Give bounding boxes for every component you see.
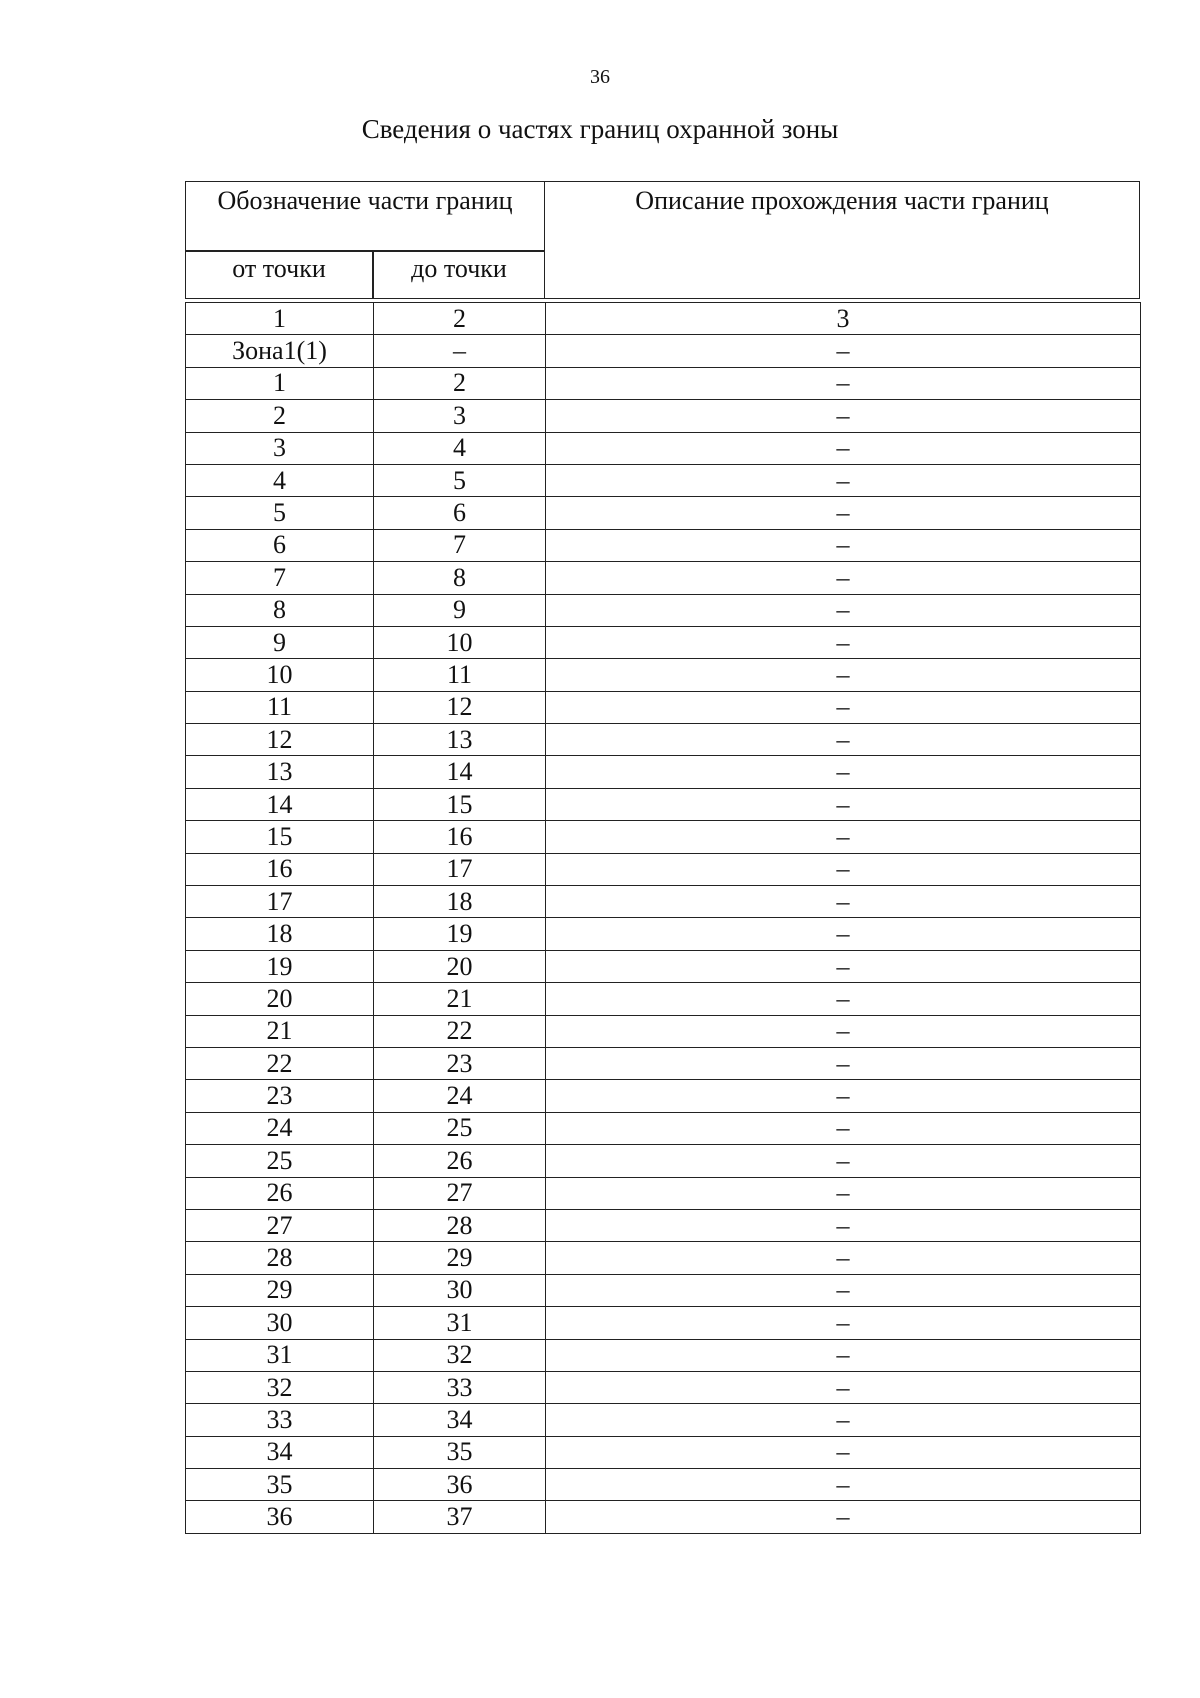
table-body [186,303,1141,1534]
table-row [186,1047,1141,1079]
table-row [186,335,1141,367]
from-point-cell: 13 [186,756,374,788]
to-point-cell: 5 [374,464,546,496]
table-row [186,1209,1141,1241]
description-cell: – [546,1242,1141,1274]
from-point-cell: 29 [186,1274,374,1306]
table-row [186,1501,1141,1533]
table-row [186,1112,1141,1144]
table-row [186,821,1141,853]
table-row [186,1469,1141,1501]
from-point-cell: 17 [186,886,374,918]
from-point-cell: 5 [186,497,374,529]
description-cell: – [546,1501,1141,1533]
document-title: Сведения о частях границ охранной зоны [361,114,839,144]
table-row [186,788,1141,820]
to-point-cell: 6 [374,497,546,529]
table-row [186,1371,1141,1403]
column-number-cell: 3 [546,303,1141,335]
from-point-cell: 3 [186,432,374,464]
table-row [186,594,1141,626]
from-point-cell: 7 [186,562,374,594]
header-to-point: до точки [373,251,545,299]
to-point-cell: 13 [374,724,546,756]
from-point-cell: 2 [186,400,374,432]
column-number-cell: 2 [374,303,546,335]
table-row [186,1177,1141,1209]
to-point-cell: 3 [374,400,546,432]
from-point-cell: 16 [186,853,374,885]
description-cell: – [546,1469,1141,1501]
description-cell: – [546,1209,1141,1241]
from-point-cell: 30 [186,1307,374,1339]
to-point-cell: 32 [374,1339,546,1371]
to-point-cell: 14 [374,756,546,788]
from-point-cell: 18 [186,918,374,950]
description-cell: – [546,1436,1141,1468]
to-point-cell: 28 [374,1209,546,1241]
table-row [186,1339,1141,1371]
description-cell: – [546,497,1141,529]
description-cell: – [546,367,1141,399]
table-row [186,1015,1141,1047]
from-point-cell: 28 [186,1242,374,1274]
table-header [185,181,1140,299]
description-cell: – [546,562,1141,594]
from-point-cell: 22 [186,1047,374,1079]
description-cell: – [546,1404,1141,1436]
table-row [186,1404,1141,1436]
from-point-cell: 6 [186,529,374,561]
to-point-cell: 8 [374,562,546,594]
from-point-cell: 9 [186,626,374,658]
table-row [186,1145,1141,1177]
description-cell: – [546,464,1141,496]
description-cell: – [546,756,1141,788]
table-row [186,1242,1141,1274]
table-row [186,950,1141,982]
description-cell: – [546,1307,1141,1339]
description-cell: – [546,659,1141,691]
to-point-cell: 34 [374,1404,546,1436]
from-point-cell: 26 [186,1177,374,1209]
to-point-cell: 9 [374,594,546,626]
header-designation: Обозначение части границ [185,181,545,251]
from-point-cell: Зона1(1) [186,335,374,367]
to-point-cell: 25 [374,1112,546,1144]
from-point-cell: 14 [186,788,374,820]
boundary-parts-table [185,302,1141,1534]
to-point-cell: 36 [374,1469,546,1501]
description-cell: – [546,1047,1141,1079]
description-cell: – [546,1339,1141,1371]
header-description: Описание прохождения части границ [544,181,1140,299]
table-row [186,497,1141,529]
to-point-cell: 37 [374,1501,546,1533]
description-cell: – [546,950,1141,982]
table-row [186,562,1141,594]
table-row [186,1080,1141,1112]
table-row [186,659,1141,691]
page-number: 36 [590,66,610,88]
description-cell: – [546,1112,1141,1144]
to-point-cell: 2 [374,367,546,399]
description-cell: – [546,432,1141,464]
table-row [186,1436,1141,1468]
description-cell: – [546,886,1141,918]
from-point-cell: 12 [186,724,374,756]
table-row [186,529,1141,561]
to-point-cell: 19 [374,918,546,950]
from-point-cell: 11 [186,691,374,723]
table-row [186,432,1141,464]
from-point-cell: 19 [186,950,374,982]
to-point-cell: 27 [374,1177,546,1209]
from-point-cell: 33 [186,1404,374,1436]
to-point-cell: 12 [374,691,546,723]
table-row [186,1307,1141,1339]
to-point-cell: 33 [374,1371,546,1403]
description-cell: – [546,1080,1141,1112]
to-point-cell: 26 [374,1145,546,1177]
table-row [186,724,1141,756]
from-point-cell: 23 [186,1080,374,1112]
to-point-cell: 17 [374,853,546,885]
table-row [186,367,1141,399]
table-row [186,756,1141,788]
description-cell: – [546,983,1141,1015]
to-point-cell: 18 [374,886,546,918]
from-point-cell: 25 [186,1145,374,1177]
table-row [186,1274,1141,1306]
from-point-cell: 21 [186,1015,374,1047]
from-point-cell: 24 [186,1112,374,1144]
from-point-cell: 36 [186,1501,374,1533]
from-point-cell: 15 [186,821,374,853]
table-row [186,983,1141,1015]
from-point-cell: 27 [186,1209,374,1241]
description-cell: – [546,853,1141,885]
from-point-cell: 4 [186,464,374,496]
description-cell: – [546,724,1141,756]
table-row [186,886,1141,918]
description-cell: – [546,1177,1141,1209]
description-cell: – [546,1015,1141,1047]
table-row [186,626,1141,658]
description-cell: – [546,1371,1141,1403]
description-cell: – [546,626,1141,658]
to-point-cell: 11 [374,659,546,691]
to-point-cell: 22 [374,1015,546,1047]
to-point-cell: 31 [374,1307,546,1339]
to-point-cell: 20 [374,950,546,982]
table-row [186,918,1141,950]
description-cell: – [546,691,1141,723]
column-number-row [186,303,1141,335]
table-row [186,853,1141,885]
description-cell: – [546,788,1141,820]
to-point-cell: 15 [374,788,546,820]
table-row [186,400,1141,432]
to-point-cell: 16 [374,821,546,853]
to-point-cell: 21 [374,983,546,1015]
description-cell: – [546,594,1141,626]
description-cell: – [546,1274,1141,1306]
from-point-cell: 20 [186,983,374,1015]
table-row [186,464,1141,496]
description-cell: – [546,1145,1141,1177]
description-cell: – [546,821,1141,853]
table-row [186,691,1141,723]
from-point-cell: 35 [186,1469,374,1501]
from-point-cell: 10 [186,659,374,691]
to-point-cell: 29 [374,1242,546,1274]
from-point-cell: 32 [186,1371,374,1403]
column-number-cell: 1 [186,303,374,335]
from-point-cell: 31 [186,1339,374,1371]
to-point-cell: 7 [374,529,546,561]
to-point-cell: – [374,335,546,367]
description-cell: – [546,529,1141,561]
to-point-cell: 4 [374,432,546,464]
description-cell: – [546,400,1141,432]
to-point-cell: 10 [374,626,546,658]
to-point-cell: 23 [374,1047,546,1079]
from-point-cell: 8 [186,594,374,626]
from-point-cell: 34 [186,1436,374,1468]
header-from-point: от точки [185,251,373,299]
from-point-cell: 1 [186,367,374,399]
to-point-cell: 35 [374,1436,546,1468]
to-point-cell: 24 [374,1080,546,1112]
description-cell: – [546,918,1141,950]
to-point-cell: 30 [374,1274,546,1306]
description-cell: – [546,335,1141,367]
